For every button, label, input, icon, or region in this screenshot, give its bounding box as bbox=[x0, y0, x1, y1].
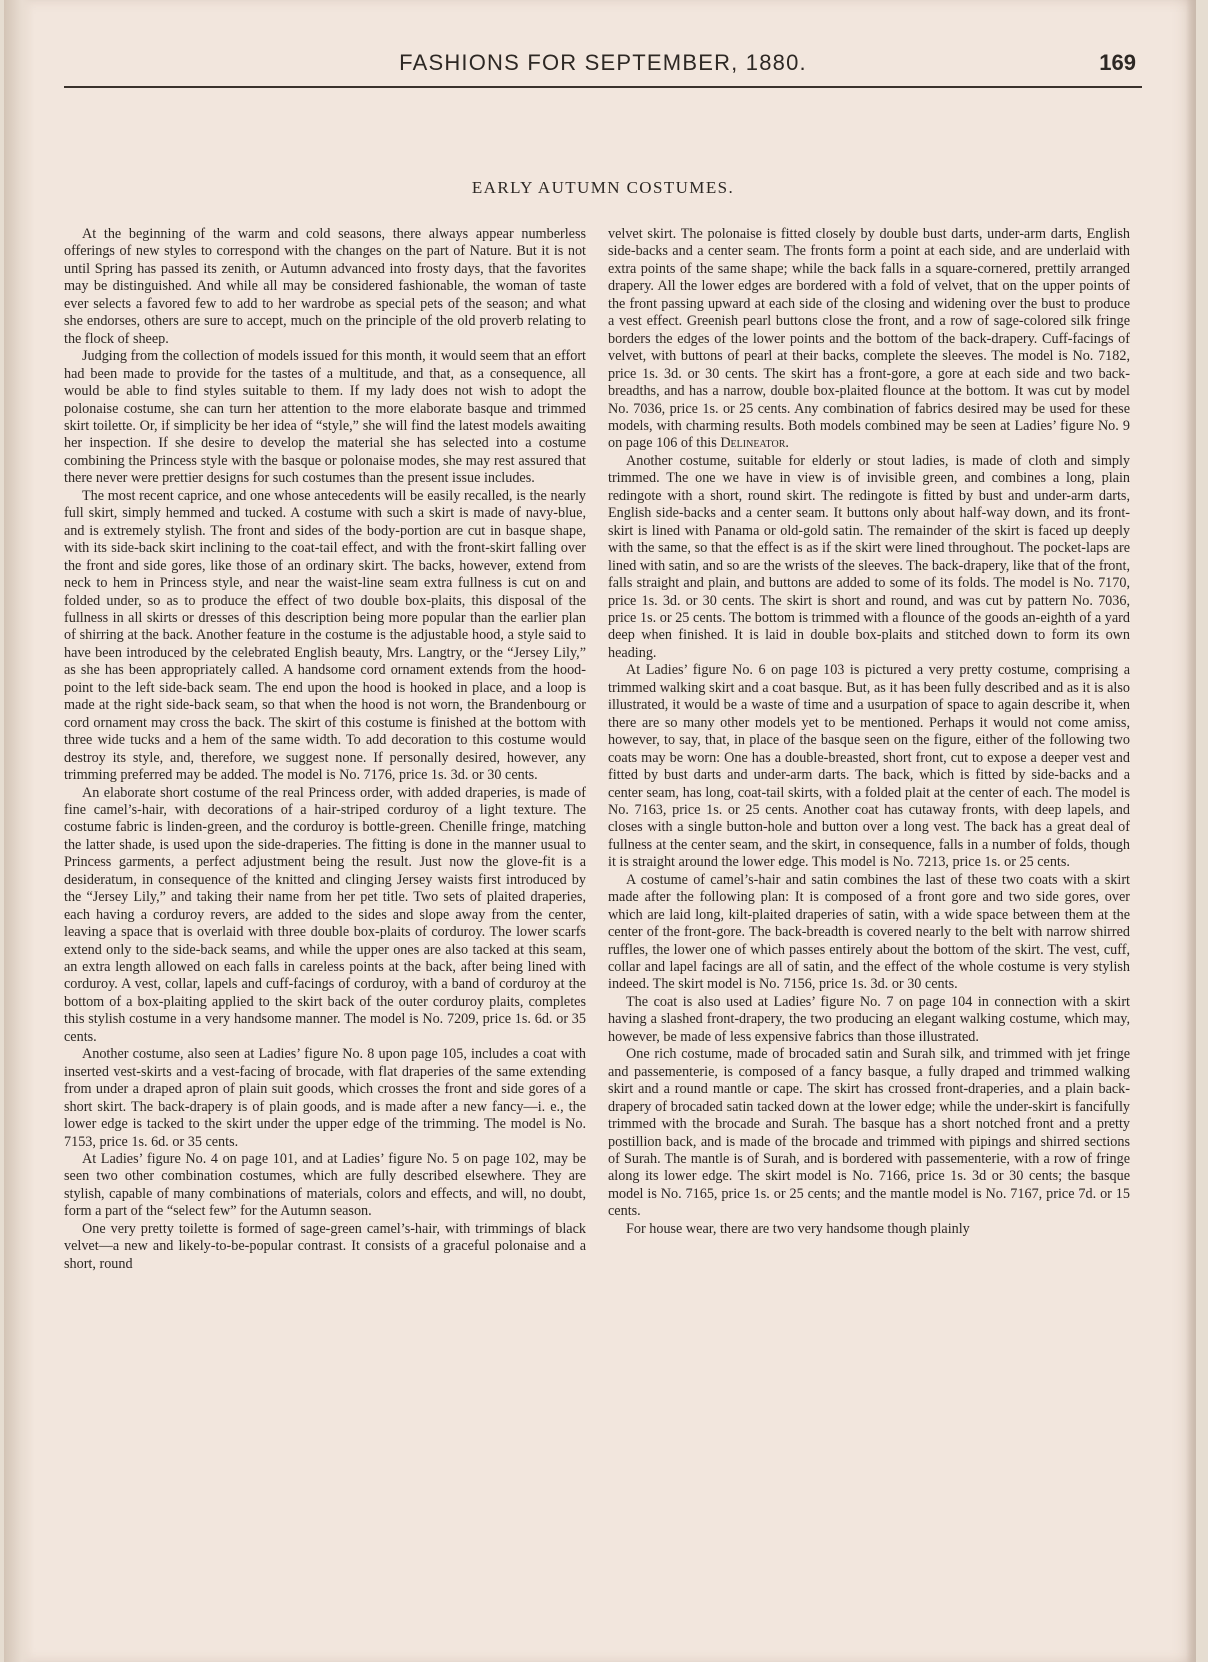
page-binding-shadow bbox=[4, 0, 34, 1662]
article-title: EARLY AUTUMN COSTUMES. bbox=[471, 178, 735, 197]
magazine-page bbox=[4, 0, 1196, 1662]
magazine-name: Delineator. bbox=[720, 435, 789, 452]
paragraph-continued bbox=[608, 226, 1130, 453]
paragraph: One very pretty toilette is formed of sage-green camel’s-hair, with trimmings of black velvet—a new and likely-to-be-popular contrast. It consists of a graceful polonaise and a short, round bbox=[64, 1220, 586, 1272]
continued-text: velvet skirt. The polonaise is fitted closely by double bust darts, under-arm darts, English side-backs and a center seam. The fronts form a point at each side, and are underlaid with extra points of the same shape; while the back falls in a square-cornered, prettily arranged drapery. All the lower edges are bordered with a fold of velvet, that on the upper points of the front passing upward at each side of the closing and widening over the bust to produce a vest effect. Greenish pearl buttons close the front, and a row of sage-colored silk fringe borders the edges of the lower points and the bottom of the back-drapery. Cuff-facings of velvet, with buttons of pearl at their backs, complete the sleeves. The model is No. 7182, price 1s. 3d. or 30 cents. The skirt has a front-gore, a gore at each side and two back-breadths, and has a narrow, double box-plaited flounce at the bottom. It was cut by model No. 7036, price 1s. or 25 cents. Any combination of fabrics desired may be used for these models, with charming results. Both models combined may be seen at Ladies’ figure No. 9 on page 106 of this bbox=[608, 226, 1130, 452]
page-number: 169 bbox=[1099, 50, 1136, 75]
paragraph: Judging from the collection of models issued for this month, it would seem that an effort had been made to provide for the tastes of a multitude, and that, as a consequence, all would be able to find styles suitable to them. If my lady does not wish to adopt the polonaise costume, she can turn her attention to the more elaborate basque and trimmed skirt toilette. Or, if simplicity be her idea of “style,” she will find the latest models awaiting her inspection. If she desire to develop the material she has selected into a costume combining the Princess style with the basque or polonaise modes, she may rest assured that there never were prettier designs for such costumes than the present issue includes. bbox=[64, 348, 586, 487]
paragraph: Another costume, suitable for elderly or stout ladies, is made of cloth and simply trimmed. The one we have in view is of invisible green, and combines a long, plain redingote with a short, round skirt. The redingote is fitted by bust and under-arm darts, English side-backs and a center seam. It buttons only about half-way down, and its front-skirt is lined with Panama or old-gold satin. The remainder of the skirt is faced up deeply with the same, so that the effect is as if the skirt were lined throughout. The pocket-laps are lined with satin, and so are the wrists of the sleeves. The back-drapery, like that of the front, falls straight and plain, and buttons are added to some of its folds. The model is No. 7170, price 1s. 3d. or 30 cents. The skirt is short and round, and was cut by pattern No. 7036, price 1s. or 25 cents. The bottom is trimmed with a flounce of the goods an-eighth of a yard deep when finished. It is laid in double box-plaits and stitched down to form its own heading. bbox=[608, 452, 1130, 661]
paragraph: One rich costume, made of brocaded satin and Surah silk, and trimmed with jet fringe and passementerie, is composed of a fancy basque, a fully draped and trimmed walking skirt and a round mantle or cape. The skirt has crossed front-draperies, and a plain back-drapery of brocaded satin tacked down at the lower edge; while the under-skirt is fancifully trimmed with the brocade and Surah. The basque has a short notched front and a pretty postillion back, and is made of the brocade and trimmed with pipings and shirred sections of Surah. The mantle is of Surah, and is bordered with passementerie, with a row of fringe along its lower edge. The skirt model is No. 7166, price 1s. 3d or 30 cents; the basque model is No. 7165, price 1s. or 25 cents; and the mantle model is No. 7167, price 7d. or 15 cents. bbox=[608, 1046, 1130, 1220]
paragraph: At Ladies’ figure No. 4 on page 101, and at Ladies’ figure No. 5 on page 102, may be seen two other combination costumes, which are fully described elsewhere. They are stylish, capable of many combinations of materials, colors and effects, and will, no doubt, form a part of the “select few” for the Autumn season. bbox=[64, 1151, 586, 1220]
page-edge-shadow bbox=[1186, 0, 1196, 1662]
paragraph: A costume of camel’s-hair and satin combines the last of these two coats with a skirt made after the following plan: It is composed of a front gore and two side gores, over which are laid long, kilt-plaited draperies of satin, with a wide space between them at the center of the front-gore. The back-breadth is covered nearly to the belt with narrow shirred ruffles, the lower one of which passes entirely about the bottom of the skirt. The vest, cuff, collar and lapel facings are all of satin, and the effect of the whole costume is very stylish indeed. The skirt model is No. 7156, price 1s. 3d. or 30 cents. bbox=[608, 871, 1130, 993]
running-header-title: FASHIONS FOR SEPTEMBER, 1880. bbox=[399, 50, 807, 75]
paragraph: At Ladies’ figure No. 6 on page 103 is pictured a very pretty costume, comprising a trimmed walking skirt and a coat basque. But, as it has been fully described and as it is also illustrated, it would be a waste of time and a usurpation of space to again describe it, when there are so many other models yet to be mentioned. Perhaps it would not come amiss, however, to say, that, in place of the basque seen on the figure, either of the following two coats may be worn: One has a double-breasted, short front, cut to expose a deeper vest and fitted by bust darts and under-arm darts. The back, which is fitted by side-backs and a center seam, has long, coat-tail skirts, with a folded plait at the center of each. The model is No. 7163, price 1s. or 25 cents. Another coat has cutaway fronts, with deep lapels, and closes with a single button-hole and button over a long vest. The back has a great deal of fullness at the center seam, and the skirt, in consequence, falls in a number of folds, though it is straight around the lower edge. This model is No. 7213, price 1s. or 25 cents. bbox=[608, 662, 1130, 871]
right-column bbox=[608, 226, 1130, 1646]
paragraph: The most recent caprice, and one whose antecedents will be easily recalled, is the nearly full skirt, simply hemmed and tucked. A costume with such a skirt is made of navy-blue, and is extremely stylish. The front and sides of the body-portion are cut in basque shape, with its side-back skirt inclining to the coat-tail effect, and with the front-skirt falling over the front and side gores, like those of an ordinary skirt. The backs, however, extend from neck to hem in Princess style, and near the waist-line seam extra fullness is cut on and folded under, so as to produce the effect of two double box-plaits, this disposal of the fullness in all skirts or dresses of this description being more popular than the earlier plan of shirring at the back. Another feature in the costume is the adjustable hood, a style said to have been introduced by the celebrated English beauty, Mrs. Langtry, or the “Jersey Lily,” as she has been appropriately called. A handsome cord ornament extends from the hood-point to the left side-back seam. The end upon the hood is hooked in place, and a loop is made at the right side-back seam, so that when the hood is not worn, the Brandenbourg or cord ornament may cross the back. The skirt of this costume is finished at the bottom with three wide tucks and a hem of the same width. To add decoration to this costume would destroy its style, and, therefore, we suggest none. If personally desired, however, any trimming preferred may be added. The model is No. 7176, price 1s. 3d. or 30 cents. bbox=[64, 487, 586, 784]
left-column bbox=[64, 226, 586, 1646]
paragraph: The coat is also used at Ladies’ figure No. 7 on page 104 in connection with a skirt having a slashed front-drapery, the two producing an elegant walking costume, which may, however, be made of less expensive fabrics than those illustrated. bbox=[608, 993, 1130, 1045]
paragraph: Another costume, also seen at Ladies’ figure No. 8 upon page 105, includes a coat with inserted vest-skirts and a vest-facing of brocade, with flat draperies of the same extending from under a draped apron of plain suit goods, which crosses the front and side gores of a short skirt. The back-drapery is of plain goods, and is made after a new fancy—i. e., the lower edge is tacked to the skirt under the upper edge of the trimming. The model is No. 7153, price 1s. 6d. or 35 cents. bbox=[64, 1046, 586, 1150]
running-header bbox=[64, 50, 1142, 88]
paragraph: At the beginning of the warm and cold seasons, there always appear numberless offerings of new styles to correspond with the changes on the part of Nature. But it is not until Spring has passed its zenith, or Autumn advanced into frosty days, that the favorites may be distinguished. And while all may be considered fashionable, the woman of taste ever selects a favored few to add to her wardrobe as special pets of the season; and what she endorses, others are sure to accept, much on the principle of the old proverb relating to the flock of sheep. bbox=[64, 226, 586, 347]
paragraph: An elaborate short costume of the real Princess order, with added draperies, is made of fine camel’s-hair, with decorations of a hair-striped corduroy of a light texture. The costume fabric is linden-green, and the corduroy is bottle-green. Chenille fringe, matching the latter shade, is used upon the side-draperies. The fitting is done in the manner usual to Princess garments, a perfect adjustment being the result. Just now the glove-fit is a desideratum, in consequence of the knitted and clinging Jersey waists first introduced by the “Jersey Lily,” and taking their name from her pet title. Two sets of plaited draperies, each having a corduroy revers, are added to the sides and slope away from the center, leaving a space that is overlaid with three double box-plaits of corduroy. The lower scarfs extend only to the side-back seams, and while the upper ones are also tacked at this seam, an extra length allowed on each falls in careless points at the back, after being lined with corduroy. A vest, collar, lapels and cuff-facings of corduroy, with a band of corduroy at the bottom of a box-plaiting applied to the skirt back of the outer corduroy plaits, completes this stylish costume in a very handsome manner. The model is No. 7209, price 1s. 6d. or 35 cents. bbox=[64, 784, 586, 1045]
paragraph: For house wear, there are two very handsome though plainly bbox=[626, 1220, 970, 1237]
